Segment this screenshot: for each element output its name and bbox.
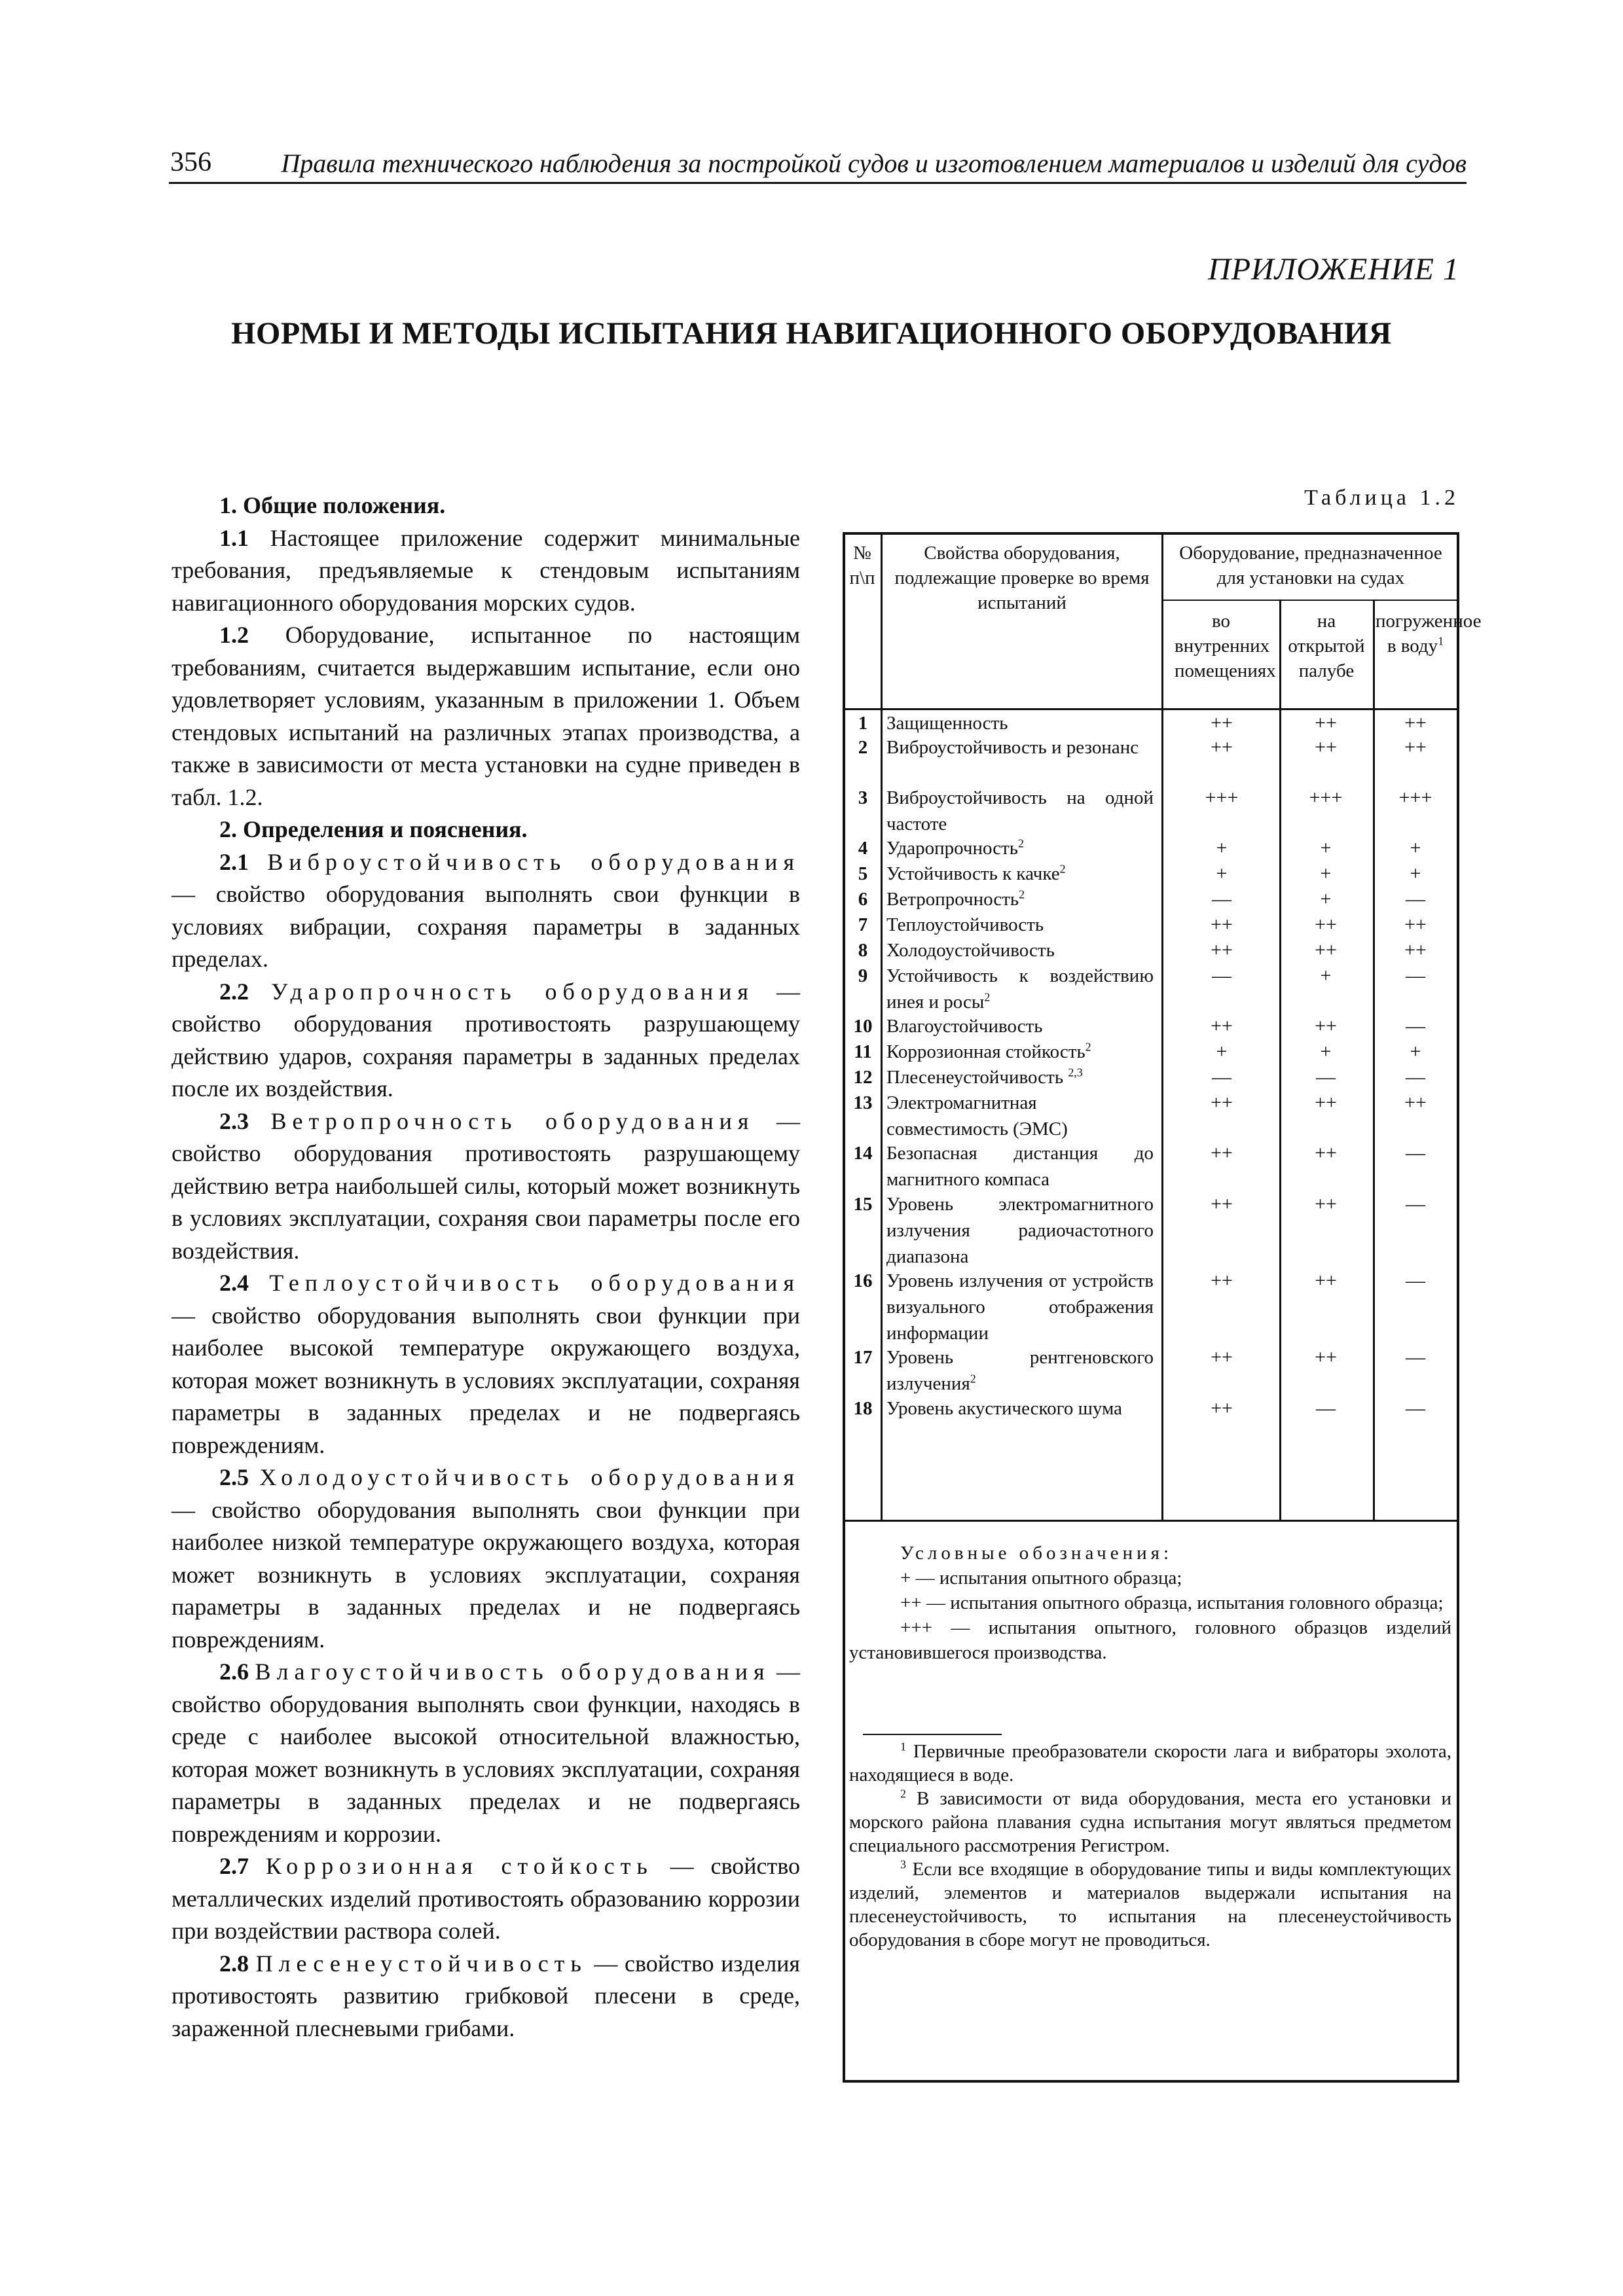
row-property: Безопасная дистанция до магнитного компаса xyxy=(886,1143,1154,1190)
mark-open-deck: ++ xyxy=(1315,1092,1337,1113)
mark-open-deck: + xyxy=(1320,1041,1332,1062)
mark-open-deck: + xyxy=(1320,888,1332,910)
row-property: Ударопрочность$^2$ xyxy=(886,836,1024,859)
running-title: Правила технического наблюдения за постройкой судов и изготовлением материалов и изделий для судов xyxy=(281,149,1467,178)
row-property: Уровень акустического шума xyxy=(886,1398,1123,1419)
table-hline xyxy=(1162,600,1458,601)
mark-indoor: ++ xyxy=(1211,914,1233,935)
mark-indoor: ++ xyxy=(1211,1270,1233,1291)
row-number: 14 xyxy=(853,1143,873,1164)
mark-indoor: — xyxy=(1212,1066,1231,1088)
row-number: 7 xyxy=(858,914,868,935)
section-heading-1: 1. Общие положения. xyxy=(219,492,446,518)
paragraph-2-6: 2.6 Влагоустойчивость оборудования — свойство оборудования выполнять свои функции, находясь в среде с наиболее высокой относительной влажностью, которая может возникнуть в условиях эксплуатации, сохраняя параметры в заданных пределах и не подвергаясь повреждениям и коррозии. xyxy=(172,1659,800,1847)
row-number: 13 xyxy=(853,1092,873,1113)
mark-open-deck: ++ xyxy=(1315,736,1337,758)
row-property: Устойчивость к качке$^2$ xyxy=(886,862,1066,884)
legend-item: ++ — испытания опытного образца, испытания головного образца; xyxy=(900,1592,1444,1613)
legend-item: + — испытания опытного образца; xyxy=(900,1568,1182,1588)
row-property: Ветропрочность$^2$ xyxy=(886,888,1025,910)
row-number: 9 xyxy=(858,965,868,986)
row-number: 1 xyxy=(858,713,868,734)
paragraph-2-2: 2.2 Ударопрочность оборудования — свойство оборудования противостоять разрушающему действию ударов, сохраняя параметры в заданных пределах после их воздействия. xyxy=(172,978,800,1102)
term: Коррозионная стойкость xyxy=(265,1853,653,1879)
mark-submerged: +++ xyxy=(1398,787,1432,808)
header-number: № п\п xyxy=(849,543,875,588)
mark-submerged: — xyxy=(1406,1346,1425,1368)
mark-submerged: ++ xyxy=(1404,939,1427,961)
mark-indoor: — xyxy=(1212,965,1231,986)
term: Виброустойчивость оборудования xyxy=(267,848,801,875)
mark-indoor: ++ xyxy=(1211,736,1233,758)
row-number: 18 xyxy=(853,1398,873,1419)
header-properties: Свойства оборудования, подлежащие проверке во время испытаний xyxy=(894,543,1150,613)
row-number: 2 xyxy=(858,737,868,758)
mark-indoor: ++ xyxy=(1211,1346,1233,1368)
mark-open-deck: ++ xyxy=(1315,1346,1337,1368)
mark-submerged: ++ xyxy=(1404,712,1427,734)
mark-submerged: — xyxy=(1406,1397,1425,1419)
row-property: Устойчивость к воздействию инея и росы$^2$ xyxy=(886,965,1154,1013)
footnote-1: $^1$ Первичные преобразователи скорости лага и вибраторы эхолота, находящиеся в воде. xyxy=(849,1740,1451,1785)
legend-item: +++ — испытания опытного, головного образцов изделий установившегося производства. xyxy=(849,1617,1451,1663)
footnote-3: $^3$ Если все входящие в оборудование типы и виды комплектующих изделий, элементов и материалов выдержали испытания на плесенеустойчивость, то испытания на плесенеустойчивость оборудования в сборе могут не проводиться. xyxy=(849,1857,1451,1950)
paragraph-2-8: 2.8 Плесенеустойчивость — свойство изделия противостоять развитию грибковой плесени в среде, зараженной плесневыми грибами. xyxy=(172,1950,800,2041)
row-number: 6 xyxy=(858,889,868,910)
paragraph-2-7: 2.7 Коррозионная стойкость — свойство металлических изделий противостоять образованию коррозии при воздействии раствора солей. xyxy=(172,1853,800,1944)
row-property: Виброустойчивость на одной частоте xyxy=(886,787,1154,834)
row-number: 11 xyxy=(854,1041,872,1062)
mark-indoor: + xyxy=(1216,837,1228,859)
mark-open-deck: ++ xyxy=(1315,914,1337,935)
header-equipment-group: Оборудование, предназначенное для установки на судах xyxy=(1179,543,1442,588)
mark-submerged: — xyxy=(1406,965,1425,986)
mark-indoor: — xyxy=(1212,888,1231,910)
footnote-divider xyxy=(863,1734,1002,1735)
header-submerged: погруженное в воду$^1$ xyxy=(1376,611,1482,656)
row-property: Электромагнитная совместимость (ЭМС) xyxy=(886,1092,1068,1139)
row-number: 5 xyxy=(858,863,868,884)
section-heading-2: 2. Определения и пояснения. xyxy=(219,816,528,842)
mark-submerged: + xyxy=(1410,1041,1421,1062)
mark-indoor: ++ xyxy=(1211,1092,1233,1113)
mark-open-deck: + xyxy=(1320,965,1332,986)
body-text-column xyxy=(172,490,800,2045)
row-property: Теплоустойчивость xyxy=(886,914,1044,935)
mark-submerged: ++ xyxy=(1404,1092,1427,1113)
row-property: Плесенеустойчивость $^{2,3}$ xyxy=(886,1066,1083,1088)
mark-open-deck: ++ xyxy=(1315,712,1337,734)
appendix-label: ПРИЛОЖЕНИЕ 1 xyxy=(1208,252,1459,287)
mark-submerged: — xyxy=(1406,888,1425,910)
row-property: Уровень электромагнитного излучения радиочастотного диапазона xyxy=(886,1194,1154,1267)
mark-open-deck: + xyxy=(1320,837,1332,859)
row-number: 15 xyxy=(853,1194,873,1215)
term: Плесенеустойчивость xyxy=(255,1950,587,1977)
row-property: Влагоустойчивость xyxy=(886,1016,1043,1037)
mark-open-deck: — xyxy=(1316,1066,1336,1088)
row-property: Коррозионная стойкость$^2$ xyxy=(886,1040,1091,1062)
paragraph-2-4: 2.4 Теплоустойчивость оборудования — свойство оборудования выполнять свои функции при наиболее высокой температуре окружающего воздуха, которая может возникнуть в условиях эксплуатации, сохраняя параметры в заданных пределах и не подвергаясь повреждениям. xyxy=(172,1270,800,1458)
mark-indoor: + xyxy=(1216,863,1228,884)
mark-submerged: — xyxy=(1406,1270,1425,1291)
mark-submerged: + xyxy=(1410,863,1421,884)
row-property: Уровень рентгеновского излучения$^2$ xyxy=(886,1347,1154,1394)
row-number: 16 xyxy=(853,1270,873,1291)
mark-open-deck: ++ xyxy=(1315,1193,1337,1215)
mark-submerged: — xyxy=(1406,1142,1425,1164)
page-number: 356 xyxy=(170,147,211,177)
header-open-deck: на открытой палубе xyxy=(1288,611,1365,681)
mark-submerged: — xyxy=(1406,1015,1425,1037)
paragraph-2-1: 2.1 Виброустойчивость оборудования — свойство оборудования выполнять свои функции в условиях вибрации, сохраняя параметры в заданных пределах. xyxy=(172,848,801,972)
paragraph-1-1: 1.1 Настоящее приложение содержит минимальные требования, предъявляемые к стендовым испытаниям навигационного оборудования морских судов. xyxy=(172,524,800,616)
mark-submerged: ++ xyxy=(1404,914,1427,935)
term: Влагоустойчивость оборудования xyxy=(255,1659,771,1685)
row-number: 4 xyxy=(858,838,868,859)
page-title: НОРМЫ И МЕТОДЫ ИСПЫТАНИЯ НАВИГАЦИОННОГО ОБОРУДОВАНИЯ xyxy=(231,316,1392,351)
mark-open-deck: ++ xyxy=(1315,1270,1337,1291)
mark-open-deck: ++ xyxy=(1315,1015,1337,1037)
footnote-2: $^2$ В зависимости от вида оборудования, места его установки и морского района плавания судна испытания могут являться предметом специального рассмотрения Регистром. xyxy=(849,1787,1451,1856)
mark-indoor: ++ xyxy=(1211,939,1233,961)
term: Холодоустойчивость оборудования xyxy=(259,1464,801,1490)
paragraph-1-2: 1.2 Оборудование, испытанное по настоящим требованиям, считается выдержавшим испытание, если оно удовлетворяет условиям, указанным в приложении 1. Объем стендовых испытаний на различных этапах производства, а также в зависимости от места установки на судне приведен в табл. 1.2. xyxy=(172,622,800,810)
mark-indoor: ++ xyxy=(1211,712,1233,734)
row-property: Уровень излучения от устройств визуального отображения информации xyxy=(886,1270,1154,1344)
table-hline xyxy=(844,1520,1458,1522)
row-number: 3 xyxy=(858,787,868,808)
term: Ударопрочность оборудования xyxy=(271,978,754,1005)
mark-open-deck: ++ xyxy=(1315,939,1337,961)
footnotes xyxy=(849,1740,1451,1952)
mark-indoor: +++ xyxy=(1205,787,1239,808)
row-property: Виброустойчивость и резонанс xyxy=(886,737,1139,758)
table-legend xyxy=(849,1541,1451,1665)
paragraph-2-5: 2.5 Холодоустойчивость оборудования — свойство оборудования выполнять свои функции при наиболее низкой температуре окружающего воздуха, которая может возникнуть в условиях эксплуатации, сохраняя параметры в заданных пределах и не подвергаясь повреждениям. xyxy=(172,1464,801,1653)
row-number: 17 xyxy=(853,1347,873,1368)
row-number: 10 xyxy=(853,1016,873,1037)
mark-indoor: ++ xyxy=(1211,1397,1233,1419)
mark-indoor: + xyxy=(1216,1041,1228,1062)
table-vline xyxy=(881,532,883,1521)
mark-indoor: ++ xyxy=(1211,1142,1233,1164)
legend-title: Условные обозначения: xyxy=(900,1543,1173,1564)
table-caption: Таблица 1.2 xyxy=(1304,486,1459,510)
row-number: 8 xyxy=(858,940,868,961)
mark-submerged: ++ xyxy=(1404,736,1427,758)
running-header xyxy=(169,145,1467,184)
header-indoor: во внутренних помещениях xyxy=(1175,611,1276,681)
mark-indoor: ++ xyxy=(1211,1193,1233,1215)
mark-indoor: ++ xyxy=(1211,1015,1233,1037)
mark-open-deck: +++ xyxy=(1309,787,1343,808)
row-property: Холодоустойчивость xyxy=(886,940,1055,961)
mark-submerged: — xyxy=(1406,1193,1425,1215)
term: Ветропрочность оборудования xyxy=(270,1107,755,1134)
mark-open-deck: — xyxy=(1316,1397,1336,1419)
mark-open-deck: ++ xyxy=(1315,1142,1337,1164)
term: Теплоустойчивость оборудования xyxy=(269,1270,800,1296)
row-property: Защищенность xyxy=(886,713,1008,734)
mark-submerged: + xyxy=(1410,837,1421,859)
row-number: 12 xyxy=(853,1067,873,1088)
paragraph-2-3: 2.3 Ветропрочность оборудования — свойство оборудования противостоять разрушающему действию ветра наибольшей силы, который может возникнуть в условиях эксплуатации, сохраняя свои параметры после его воздействия. xyxy=(172,1107,801,1264)
mark-open-deck: + xyxy=(1320,863,1332,884)
mark-submerged: — xyxy=(1406,1066,1425,1088)
